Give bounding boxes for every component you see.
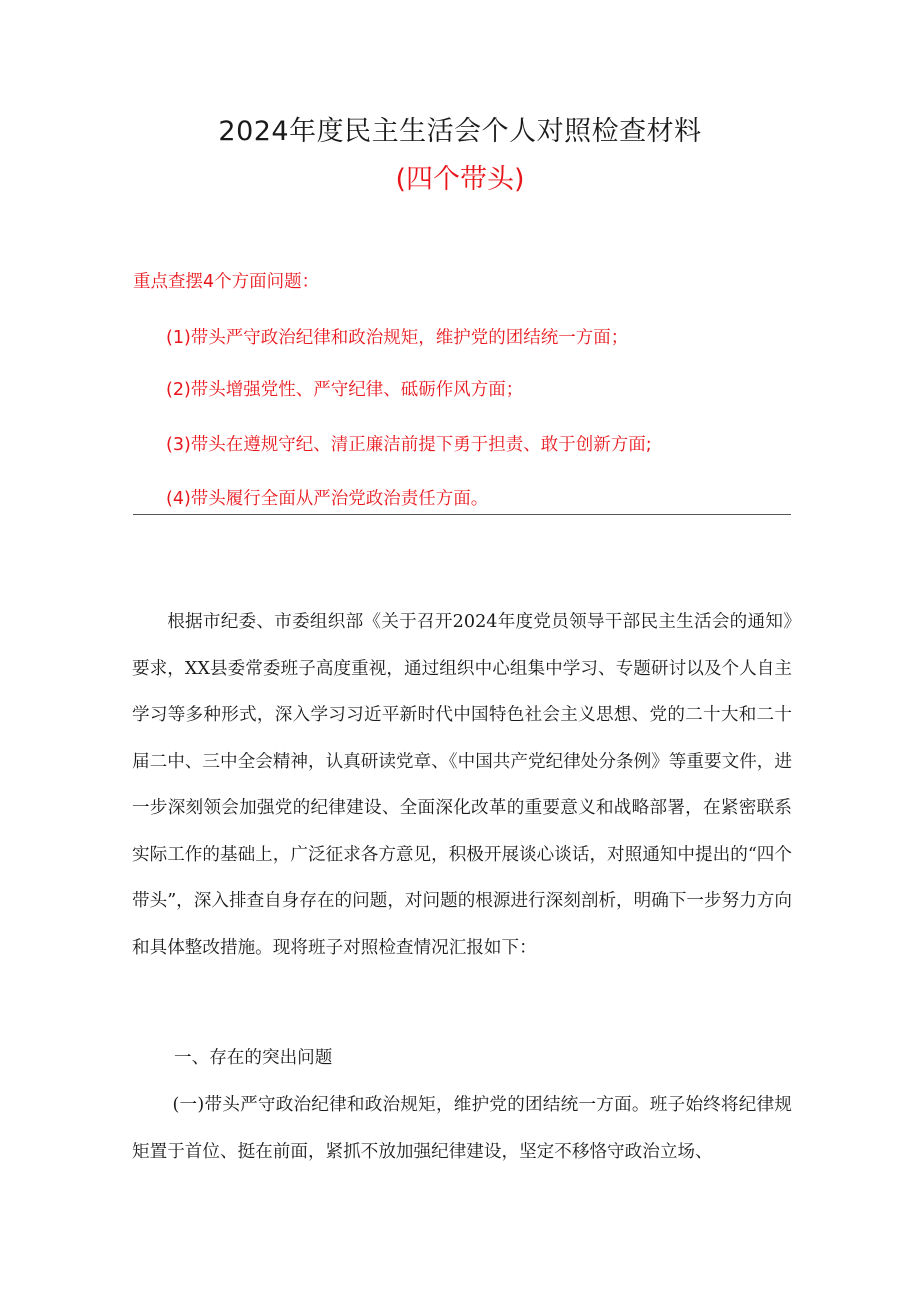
document-title: 2024年度民主生活会个人对照检查材料 [218, 116, 702, 147]
subsection-1-paragraph: (一)带头严守政治纪律和政治规矩，维护党的团结统一方面。班子始终将纪律规矩置于首位、挺在前面，紧抓不放加强纪律建设，坚定不移恪守政治立场、 [132, 1095, 792, 1162]
document-subtitle: (四个带头) [395, 164, 525, 195]
intro-section [132, 599, 792, 971]
focus-heading: 重点查摆4个方面问题： [133, 272, 320, 292]
focus-item-4: (4)带头履行全面从严治党政治责任方面。 [166, 489, 489, 509]
focus-item-2: (2)带头增强党性、严守纪律、砥砺作风方面； [166, 380, 524, 400]
focus-item-1: (1)带头严守政治纪律和政治规矩，维护党的团结统一方面； [166, 328, 629, 348]
section-heading-1: 一、存在的突出问题 [174, 1048, 333, 1068]
focus-item-3: (3)带头在遵规守纪、清正廉洁前提下勇于担责、敢于创新方面; [166, 435, 652, 455]
intro-paragraph: 根据市纪委、市委组织部《关于召开2024年度党员领导干部民主生活会的通知》要求，XX县委常委班子高度重视，通过组织中心组集中学习、专题研讨以及个人自主学习等多种形式，深入学习习近平新时代中国特色社会主义思想、党的二十大和二十届二中、三中全会精神，认真研读党章、《中国共产党纪律处分条例》等重要文件，进一步深刻领会加强党的纪律建设、全面深化改革的重要意义和战略部署，在紧密联系实际工作的基础上，广泛征求各方意见，积极开展谈心谈话，对照通知中提出的“四个带头”，深入排查自身存在的问题，对问题的根源进行深刻剖析，明确下一步努力方向和具体整改措施。现将班子对照检查情况汇报如下： [132, 612, 792, 958]
subsection-1 [132, 1082, 792, 1175]
section-divider [133, 514, 791, 515]
